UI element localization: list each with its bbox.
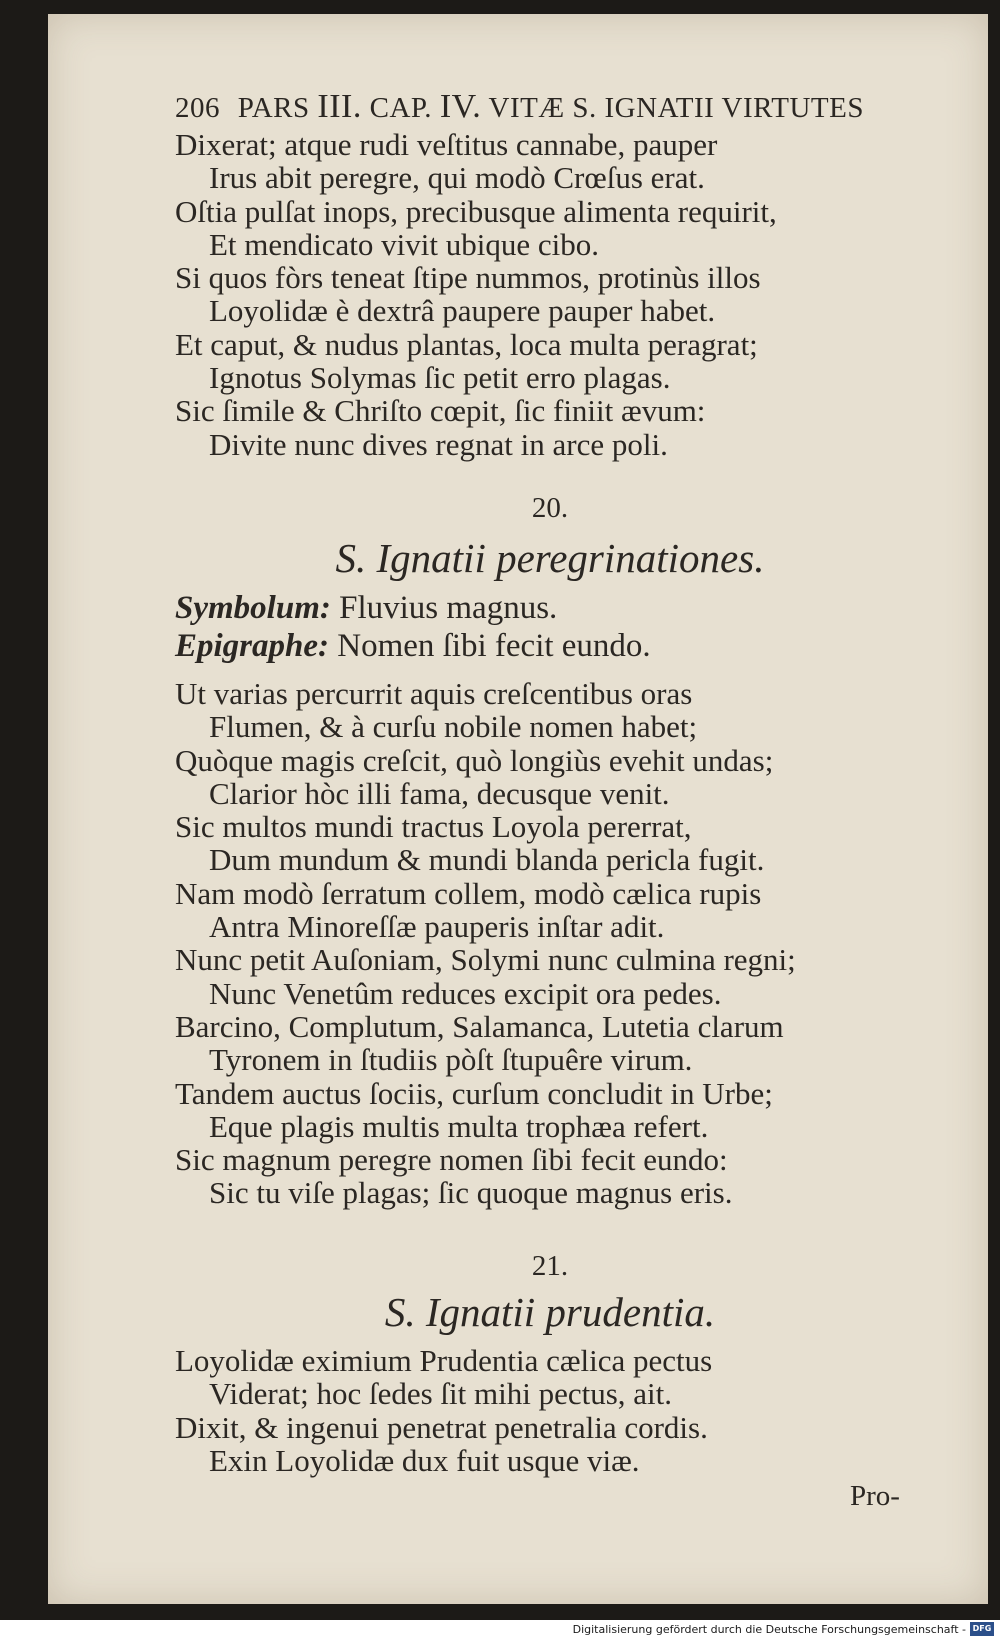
epigraphe-line (175, 628, 651, 665)
running-head (175, 88, 864, 126)
poem-section-20 (175, 677, 796, 1210)
verse-line: Sic magnum peregre nomen ſibi fecit eundo: (175, 1142, 728, 1178)
footer-credit: Digitalisierung gefördert durch die Deutsche Forschungsgemeinschaft - (572, 1623, 966, 1636)
verse-line: Sic multos mundi tractus Loyola pererrat, (175, 809, 692, 845)
poem-section-21 (175, 1344, 712, 1477)
section-number-20: 20. (531, 492, 569, 524)
verse-line: Nunc petit Auſoniam, Solymi nunc culmina regni; (175, 942, 796, 978)
page-number: 206 (175, 92, 220, 124)
symbolum-line (175, 590, 557, 627)
verse-line: Tyronem in ſtudiis pòſt ſtupuêre virum. (209, 1042, 693, 1078)
verse-line: Tandem auctus ſociis, curſum concludit in Urbe; (175, 1075, 773, 1111)
dfg-logo-icon: DFG (970, 1622, 994, 1636)
verse-line: Exin Loyolidæ dux fuit usque viæ. (209, 1442, 640, 1478)
verse-line: Eque plagis multis multa trophæa refert. (209, 1108, 709, 1144)
verse-line: Nunc Venetûm reduces excipit ora pedes. (209, 975, 722, 1011)
verse-line: Divite nunc dives regnat in arce poli. (209, 426, 668, 462)
verse-line: Viderat; hoc ſedes ſit mihi pectus, ait. (209, 1376, 673, 1412)
verse-line: Loyolidæ è dextrâ paupere pauper habet. (209, 293, 716, 329)
symbolum-label: Symbolum: (175, 590, 331, 626)
verse-line: Irus abit peregre, qui modò Crœſus erat. (209, 160, 705, 196)
verse-line: Sic tu viſe plagas; ſic quoque magnus eris. (209, 1175, 733, 1211)
symbolum-text: Fluvius magnus. (339, 590, 558, 626)
verse-line: Quòque magis creſcit, quò longiùs evehit undas; (175, 742, 774, 778)
section-title-20: S. Ignatii peregrinationes. (335, 535, 765, 581)
running-head-cap: CAP. (369, 92, 433, 124)
verse-line: Antra Minoreſſæ pauperis inſtar adit. (209, 909, 665, 945)
verse-line: Et mendicato vivit ubique cibo. (209, 226, 599, 262)
verse-line: Flumen, & à curſu nobile nomen habet; (209, 709, 698, 745)
verse-line: Si quos fòrs teneat ſtipe nummos, protinùs illos (175, 260, 761, 296)
verse-line: Dixerat; atque rudi veſtitus cannabe, pauper (175, 127, 718, 162)
poem-top (175, 128, 777, 461)
section-title-21: S. Ignatii prudentia. (384, 1289, 716, 1335)
verse-line: Nam modò ſerratum collem, modò cælica rupis (175, 875, 762, 911)
verse-line: Sic ſimile & Chriſto cœpit, ſic finiit ævum: (175, 393, 706, 429)
epigraphe-label: Epigraphe: (175, 628, 330, 664)
running-head-title: VITÆ S. IGNATII VIRTUTES (488, 92, 864, 124)
catchword: Pro- (850, 1480, 900, 1512)
verse-line: Loyolidæ eximium Prudentia cælica pectus (175, 1343, 713, 1378)
verse-line: Et caput, & nudus plantas, loca multa peragrat; (175, 326, 758, 362)
verse-line: Clarior hòc illi fama, decusque venit. (209, 775, 670, 811)
section-number-21: 21. (531, 1250, 569, 1282)
running-head-part-number: III. (317, 88, 362, 125)
verse-line: Barcino, Complutum, Salamanca, Lutetia clarum (175, 1008, 784, 1044)
verse-line: Dixit, & ingenui penetrat penetralia cordis. (175, 1409, 708, 1445)
verse-line: Ignotus Solymas ſic petit erro plagas. (209, 360, 671, 396)
verse-line: Ut varias percurrit aquis creſcentibus oras (175, 676, 693, 711)
running-head-pars: PARS (237, 92, 310, 124)
verse-line: Dum mundum & mundi blanda pericla fugit. (209, 842, 765, 878)
epigraphe-text: Nomen ſibi fecit eundo. (337, 628, 651, 664)
verse-line: Oſtia pulſat inops, precibusque alimenta requirit, (175, 193, 777, 229)
running-head-chapter-number: IV. (439, 88, 482, 125)
